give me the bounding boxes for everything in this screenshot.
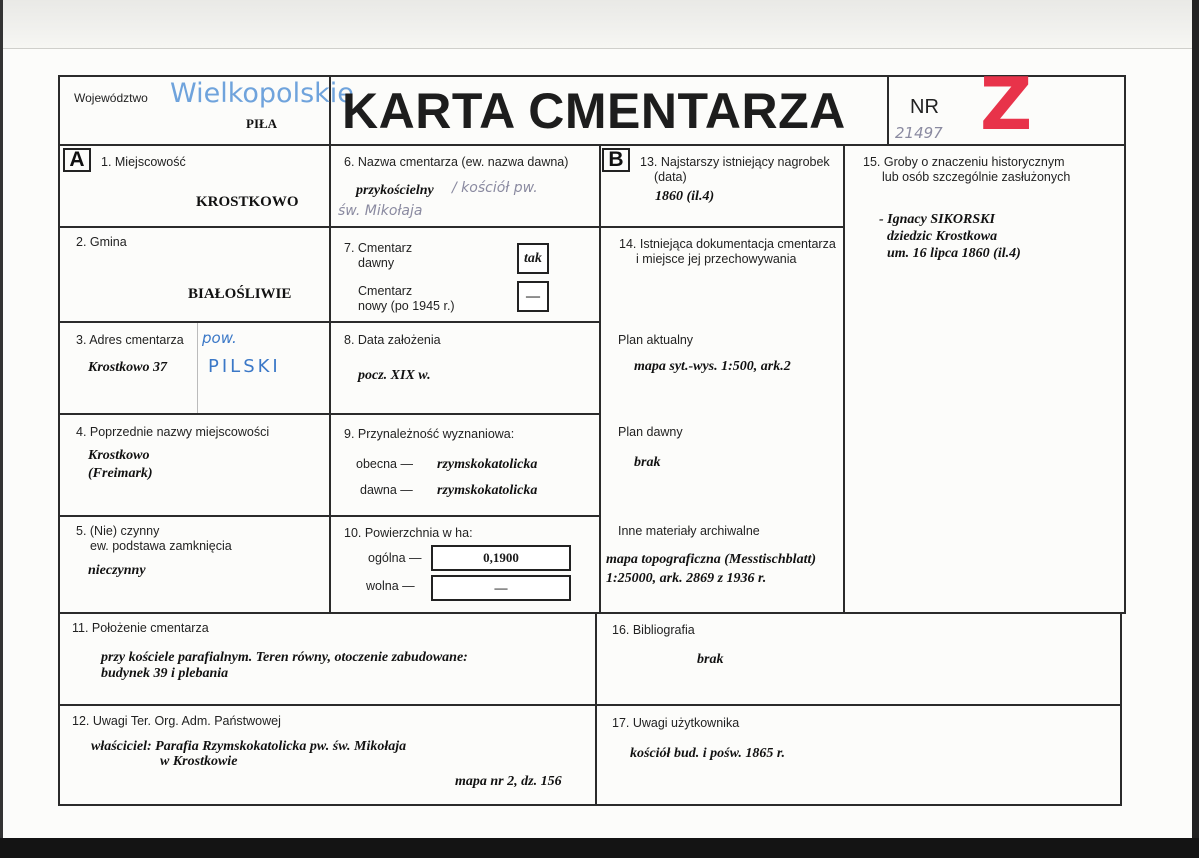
field10-ogolna-box: 0,1900 <box>431 545 571 571</box>
grid-vline-2 <box>599 144 601 614</box>
field8-label: 8. Data założenia <box>344 333 441 347</box>
grid-vline-3 <box>843 144 845 614</box>
field9-dawna-label: dawna — <box>360 483 413 497</box>
field7-label-nowy1: Cmentarz <box>358 284 413 298</box>
field8-value: pocz. XIX w. <box>358 368 431 383</box>
field7-dawny-box: tak <box>517 243 549 274</box>
field7-label-nowy2: nowy (po 1945 r.) <box>358 299 455 313</box>
field15-line3: um. 16 lipca 1860 (il.4) <box>887 246 1021 261</box>
field4-value1: Krostkowo <box>88 448 150 463</box>
field2-value: BIAŁOŚLIWIE <box>188 286 292 302</box>
field5-label1: 5. (Nie) czynny <box>76 524 160 538</box>
grid-hline-4 <box>58 515 601 517</box>
field4-label: 4. Poprzednie nazwy miejscowości <box>76 425 270 439</box>
field6-label: 6. Nazwa cmentarza (ew. nazwa dawna) <box>344 155 569 169</box>
field6-hand1: / kościół pw. <box>452 180 538 196</box>
wojewodztwo-label: Województwo <box>74 91 148 105</box>
field9-dawna-value: rzymskokatolicka <box>437 483 538 498</box>
nr-handwritten: 21497 <box>895 124 943 142</box>
header-divider-2 <box>887 75 889 146</box>
field13-value: 1860 (il.4) <box>655 189 715 204</box>
field10-wolna-label: wolna — <box>366 579 415 593</box>
plan-aktualny-label: Plan aktualny <box>618 333 694 347</box>
field13-label1: 13. Najstarszy istniejący nagrobek <box>640 155 830 169</box>
field4-value2: (Freimark) <box>88 466 153 481</box>
field10-ogolna-label: ogólna — <box>368 551 422 565</box>
field17-value: kościół bud. i pośw. 1865 r. <box>630 746 786 761</box>
field2-label: 2. Gmina <box>76 235 127 249</box>
field15-label2: lub osób szczególnie zasłużonych <box>882 170 1071 184</box>
field13-label2: (data) <box>654 170 687 184</box>
field7-label-dawny2: dawny <box>358 256 395 270</box>
field1-value: KROSTKOWO <box>196 194 299 210</box>
field9-obecna-value: rzymskokatolicka <box>437 457 538 472</box>
field3-value: Krostkowo 37 <box>88 360 167 375</box>
field5-value: nieczynny <box>88 563 146 578</box>
inne-materialy-value1: mapa topograficzna (Messtischblatt) <box>606 552 817 567</box>
field12-line3: mapa nr 2, dz. 156 <box>455 774 562 789</box>
field6-value: przykościelny <box>356 183 434 198</box>
field11-line2: budynek 39 i plebania <box>101 666 229 681</box>
nr-stamp: Z <box>980 62 1033 146</box>
inne-materialy-label: Inne materiały archiwalne <box>618 524 760 538</box>
bottom-vline <box>595 612 597 806</box>
plan-dawny-label: Plan dawny <box>618 425 683 439</box>
page-top-edge <box>0 0 1199 49</box>
page-left-edge <box>0 0 3 858</box>
section-b-badge: B <box>602 148 630 172</box>
field9-label: 9. Przynależność wyznaniowa: <box>344 427 515 441</box>
field11-label: 11. Położenie cmentarza <box>72 621 209 635</box>
nr-label: NR <box>910 96 939 118</box>
field15-label1: 15. Groby o znaczeniu historycznym <box>863 155 1065 169</box>
field12-line2: w Krostkowie <box>160 754 238 769</box>
page-bottom-edge <box>0 838 1199 858</box>
field1-label: 1. Miejscowość <box>101 155 186 169</box>
field15-line1: - Ignacy SIKORSKI <box>879 212 995 227</box>
grid-hline-2 <box>58 321 601 323</box>
field7-label-dawny1: 7. Cmentarz <box>344 241 413 255</box>
grid-vline-1 <box>329 144 331 614</box>
grid-hline-1 <box>58 226 601 228</box>
field12-label: 12. Uwagi Ter. Org. Adm. Państwowej <box>72 714 281 728</box>
section-a-badge: A <box>63 148 91 172</box>
wojewodztwo-value: Wielkopolskie <box>170 78 354 109</box>
region-value: PIŁA <box>246 116 278 131</box>
field10-wolna-box: — <box>431 575 571 601</box>
bottom-frame <box>58 612 1122 806</box>
bottom-hline <box>58 704 1122 706</box>
field16-label: 16. Bibliografia <box>612 623 695 637</box>
field17-label: 17. Uwagi użytkownika <box>612 716 740 730</box>
page-right-edge <box>1192 0 1199 858</box>
field6-hand2: św. Mikołaja <box>338 203 423 219</box>
plan-aktualny-value: mapa syt.-wys. 1:500, ark.2 <box>634 359 791 374</box>
field10-label: 10. Powierzchnia w ha: <box>344 526 473 540</box>
plan-dawny-value: brak <box>634 455 661 470</box>
field3-hand-powiat: PILSKI <box>208 356 281 377</box>
field14-label2: i miejsce jej przechowywania <box>636 252 797 266</box>
grid-hline-3 <box>58 413 601 415</box>
field11-line1: przy kościele parafialnym. Teren równy, otoczenie zabudowane: <box>101 650 468 665</box>
field15-line2: dziedzic Krostkowa <box>887 229 998 244</box>
field16-value: brak <box>697 652 724 667</box>
field9-obecna-label: obecna — <box>356 457 413 471</box>
field7-nowy-box: — <box>517 281 549 312</box>
grid-hline-b <box>599 226 845 228</box>
field12-line1: właściciel: Parafia Rzymskokatolicka pw. św. Mikołaja <box>91 739 407 754</box>
field3-hand-pow: pow. <box>202 329 237 347</box>
field3-hand-divider <box>197 323 198 413</box>
inne-materialy-value2: 1:25000, ark. 2869 z 1936 r. <box>606 571 767 586</box>
field14-label1: 14. Istniejąca dokumentacja cmentarza <box>619 237 836 251</box>
field3-label: 3. Adres cmentarza <box>76 333 184 347</box>
card-title: KARTA CMENTARZA <box>342 83 846 139</box>
field5-label2: ew. podstawa zamknięcia <box>90 539 232 553</box>
